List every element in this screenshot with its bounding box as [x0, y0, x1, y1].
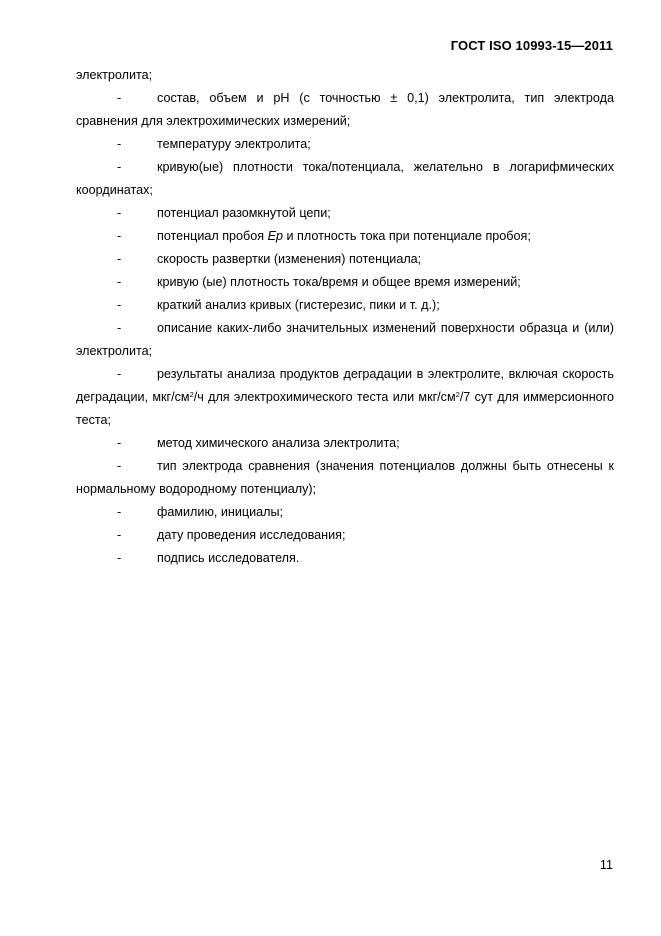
list-dash: -	[117, 137, 122, 151]
list-item-text: результаты анализа продуктов деградации в электролите, включая скорость деградации, мкг/см	[76, 367, 614, 404]
list-item-text: фамилию, инициалы;	[157, 505, 284, 519]
list-item-text: температуру электролита;	[157, 137, 311, 151]
list-dash: -	[117, 551, 122, 565]
breakdown-potential-symbol: Ep	[267, 229, 284, 243]
list-item	[76, 225, 614, 248]
superscript: 2	[189, 390, 194, 399]
list-dash: -	[117, 528, 122, 542]
list-item	[76, 294, 614, 317]
list-item-text: кривую (ые) плотность тока/время и общее время измерений;	[157, 275, 521, 289]
list-dash: -	[117, 505, 122, 519]
list-item	[76, 248, 614, 271]
page-number: 11	[599, 858, 613, 872]
document-body	[76, 64, 614, 570]
list-item	[76, 202, 614, 225]
list-item	[76, 271, 614, 294]
list-item	[76, 133, 614, 156]
list-item-text: и плотность тока при потенциале пробоя;	[283, 229, 531, 243]
list-dash: -	[117, 459, 122, 473]
list-item	[76, 501, 614, 524]
list-item-text: описание каких-либо значительных изменений поверхности образца и (или) электролита;	[76, 321, 614, 358]
list-item	[76, 87, 614, 133]
superscript: 2	[455, 390, 460, 399]
list-item-text: /7 сут для иммерсионного теста;	[76, 390, 614, 427]
list-item-text: тип электрода сравнения (значения потенциалов должны быть отнесены к нормальному водородному потенциалу);	[76, 459, 614, 496]
list-dash: -	[117, 367, 122, 381]
list-dash: -	[117, 321, 122, 335]
list-item	[76, 547, 614, 570]
list-item	[76, 363, 614, 432]
list-item-text: потенциал пробоя	[157, 229, 268, 243]
list-item	[76, 317, 614, 363]
list-item-text: /ч для электрохимического теста или мкг/см	[193, 390, 456, 404]
continuation-line: электролита;	[76, 68, 153, 82]
list-item-text: краткий анализ кривых (гистерезис, пики и т. д.);	[157, 298, 440, 312]
list-dash: -	[117, 206, 122, 220]
list-item	[76, 524, 614, 547]
list-item-text: скорость развертки (изменения) потенциала;	[157, 252, 422, 266]
list-item-text: дату проведения исследования;	[157, 528, 346, 542]
list-item-text: состав, объем и рН (с точностью ± 0,1) электролита, тип электрода сравнения для электрохимических измерений;	[76, 91, 614, 128]
list-item-text: подпись исследователя.	[157, 551, 300, 565]
list-dash: -	[117, 229, 122, 243]
list-dash: -	[117, 436, 122, 450]
list-dash: -	[117, 275, 122, 289]
list-item-text: потенциал разомкнутой цепи;	[157, 206, 331, 220]
list-item	[76, 455, 614, 501]
list-dash: -	[117, 160, 122, 174]
list-item	[76, 156, 614, 202]
list-item-text: кривую(ые) плотности тока/потенциала, желательно в логарифмических координатах;	[76, 160, 614, 197]
list-item-text: метод химического анализа электролита;	[157, 436, 400, 450]
list-dash: -	[117, 298, 122, 312]
list-item	[76, 432, 614, 455]
list-dash: -	[117, 252, 122, 266]
list-dash: -	[117, 91, 122, 105]
document-header: ГОСТ ISO 10993-15—2011	[450, 38, 613, 53]
